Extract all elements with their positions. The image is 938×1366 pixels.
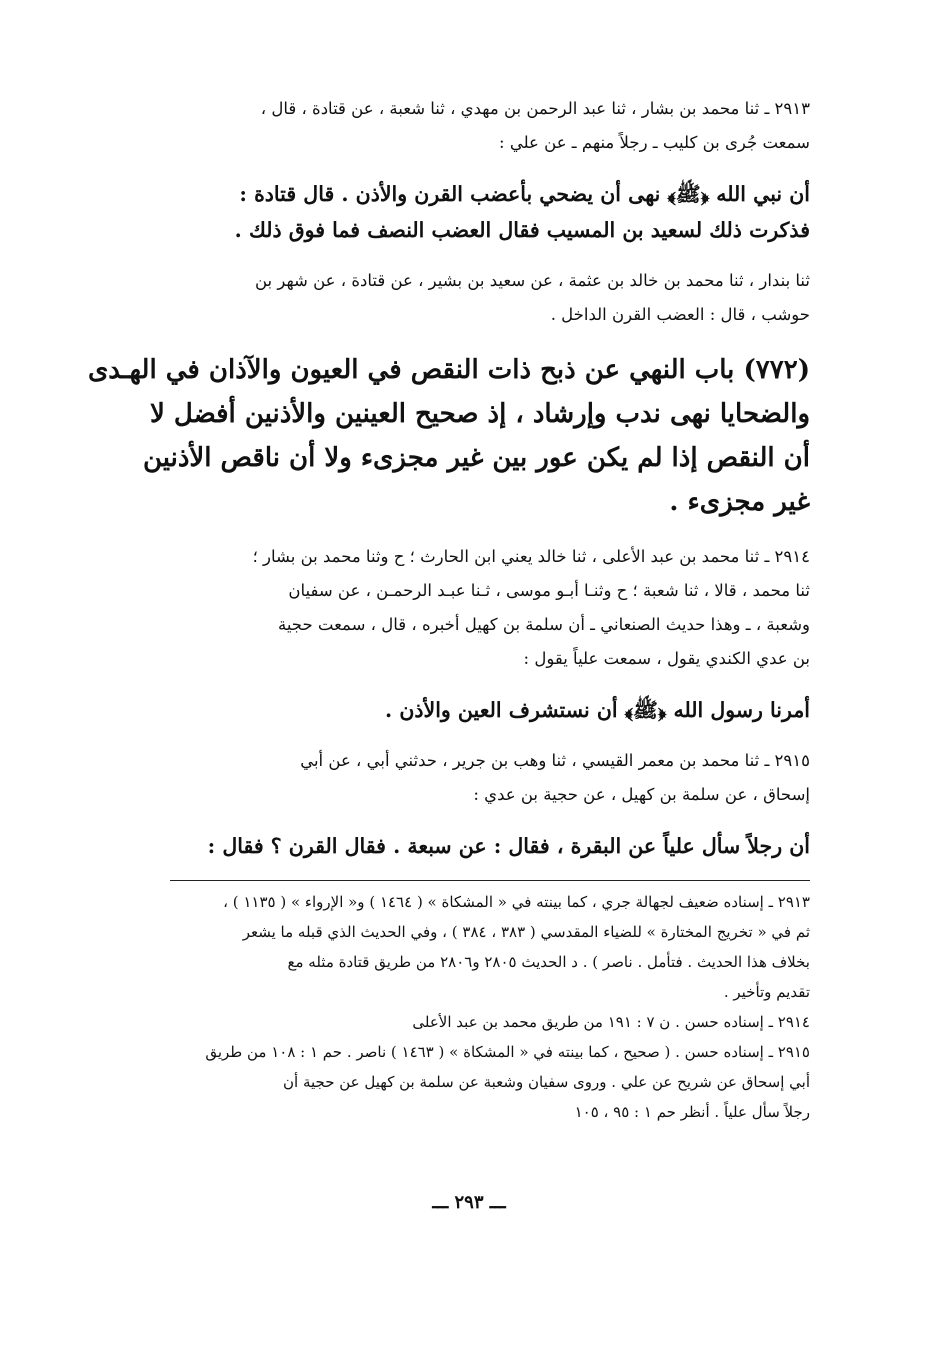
footnote-line: ٢٩١٤ ـ إسناده حسن . ن ٧ : ١٩١ من طريق محمد بن عبد الأعلى bbox=[412, 1013, 810, 1031]
footnote-2914 bbox=[170, 1007, 810, 1037]
chapter-heading bbox=[87, 348, 810, 524]
footnotes bbox=[170, 880, 810, 1127]
heading-line: غير مجزىء . bbox=[669, 487, 810, 517]
text-line: ٢٩١٥ ـ ثنا محمد بن معمر القيسي ، ثنا وهب بن جرير ، حدثني أبي ، عن أبي bbox=[300, 751, 810, 770]
text-line: ٢٩١٣ ـ ثنا محمد بن بشار ، ثنا عبد الرحمن بن مهدي ، ثنا شعبة ، عن قتادة ، قال ، bbox=[260, 99, 810, 118]
heading-line: والضحايا نهى ندب وإرشاد ، إذ صحيح العينين والأذنين أفضل لا bbox=[150, 399, 810, 429]
hadith-2915-isnad bbox=[170, 744, 810, 812]
footnote-line: رجلاً سأل علياً . أنظر حم ١ : ٩٥ ، ١٠٥ bbox=[574, 1103, 810, 1121]
hadith-2913-variant bbox=[170, 264, 810, 332]
footnote-line: ٢٩١٣ ـ إسناده ضعيف لجهالة جري ، كما بينته في « المشكاة » ( ١٤٦٤ ) و« الإرواء » ( ١١٣٥ ) ، bbox=[223, 893, 810, 911]
footnote-line: أبي إسحاق عن شريح عن علي . وروى سفيان وشعبة عن سلمة بن كهيل عن حجية أن bbox=[283, 1073, 810, 1091]
page-body bbox=[87, 92, 810, 1127]
text-line: أمرنا رسول الله ﴿ﷺ﴾ أن نستشرف العين والأذن . bbox=[385, 698, 810, 722]
text-line: حوشب ، قال : العضب القرن الداخل . bbox=[550, 305, 810, 324]
text-line: ثنا بندار ، ثنا محمد بن خالد بن عثمة ، عن سعيد بن بشير ، عن قتادة ، عن شهر بن bbox=[254, 271, 810, 290]
text-line: أن نبي الله ﴿ﷺ﴾ نهى أن يضحي بأعضب القرن والأذن . قال قتادة : bbox=[239, 182, 810, 206]
hadith-2913-isnad bbox=[170, 92, 810, 160]
text-line: بن عدي الكندي يقول ، سمعت علياً يقول : bbox=[523, 649, 810, 668]
hadith-2914-matn bbox=[170, 692, 810, 728]
text-line: أن رجلاً سأل علياً عن البقرة ، فقال : عن سبعة . فقال القرن ؟ فقال : bbox=[207, 834, 810, 858]
text-line: فذكرت ذلك لسعيد بن المسيب فقال العضب النصف فما فوق ذلك . bbox=[234, 218, 810, 242]
footnote-line: تقديم وتأخير . bbox=[723, 983, 810, 1001]
footnote-line: ثم في « تخريج المختارة » للضياء المقدسي ( ٣٨٣ ، ٣٨٤ ) ، وفي الحديث الذي قبله ما يشعر bbox=[242, 923, 810, 941]
footnote-2913 bbox=[170, 887, 810, 1007]
heading-line: (٧٧٢) باب النهي عن ذبح ذات النقص في العيون والآذان في الهـدى bbox=[87, 355, 810, 385]
footnote-line: بخلاف هذا الحديث . فتأمل . ناصر ) . د الحديث ٢٨٠٥ و٢٨٠٦ من طريق قتادة مثله مع bbox=[287, 953, 810, 971]
text-line: سمعت جُرى بن كليب ـ رجلاً منهم ـ عن علي : bbox=[499, 133, 810, 152]
heading-line: أن النقص إذا لم يكن عور بين غير مجزىء ولا أن ناقص الأذنين bbox=[142, 443, 810, 473]
hadith-2915-matn bbox=[170, 828, 810, 864]
footnote-2915 bbox=[170, 1037, 810, 1127]
hadith-2914-isnad bbox=[170, 540, 810, 676]
text-line: ٢٩١٤ ـ ثنا محمد بن عبد الأعلى ، ثنا خالد يعني ابن الحارث ؛ ح وثنا محمد بن بشار ؛ bbox=[252, 547, 810, 566]
text-line: إسحاق ، عن سلمة بن كهيل ، عن حجية بن عدي : bbox=[473, 785, 810, 804]
text-line: وشعبة ، ـ وهذا حديث الصنعاني ـ أن سلمة بن كهيل أخبره ، قال ، سمعت حجية bbox=[277, 615, 810, 634]
page-number: ـــ ٢٩٣ ـــ bbox=[432, 1192, 506, 1213]
footnote-line: ٢٩١٥ ـ إسناده حسن . ( صحيح ، كما بينته في « المشكاة » ( ١٤٦٣ ) ناصر . حم ١ : ١٠٨ من طريق bbox=[205, 1043, 810, 1061]
hadith-2913-matn bbox=[170, 176, 810, 248]
text-line: ثنا محمد ، قالا ، ثنا شعبة ؛ ح وثنـا أبـو موسى ، ثـنا عبـد الرحمـن ، عن سفيان bbox=[288, 581, 810, 600]
